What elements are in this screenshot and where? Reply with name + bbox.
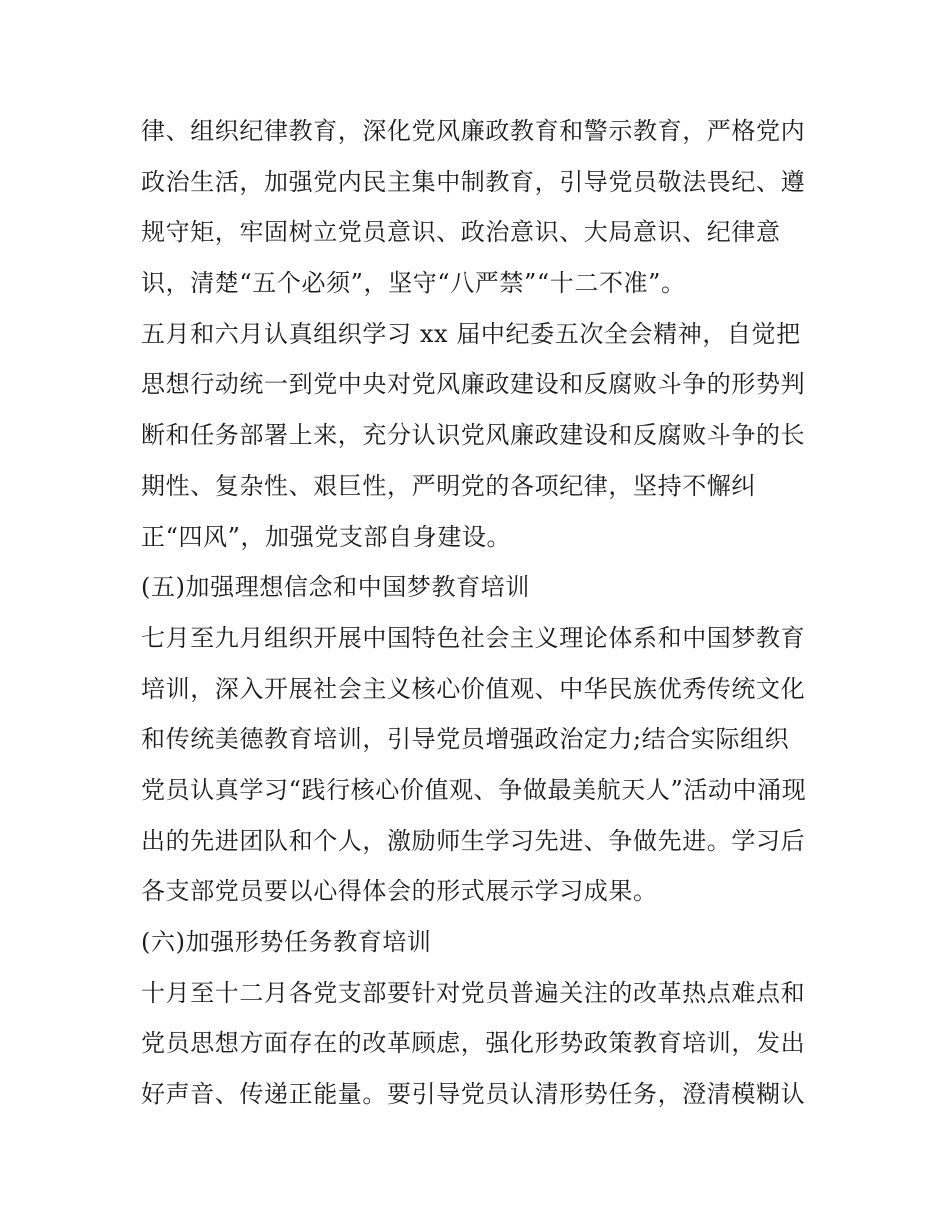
- text-line: 识，清楚“五个必须”，坚守“八严禁”“十二不准”。: [141, 269, 686, 298]
- text-line: 五月和六月认真组织学习 xx 届中纪委五次全会精神，自觉把: [141, 319, 801, 348]
- text-line: 出的先进团队和个人，激励师生学习先进、争做先进。学习后: [141, 826, 806, 855]
- text-line: 好声音、传递正能量。要引导党员认清形势任务，澄清模糊认: [141, 1080, 806, 1109]
- text-line: 党员认真学习“践行核心价值观、争做最美航天人”活动中涌现: [141, 775, 807, 804]
- text-line: 党员思想方面存在的改革顾虑，强化形势政策教育培训，发出: [141, 1029, 806, 1058]
- text-line: 断和任务部署上来，充分认识党风廉政建设和反腐败斗争的长: [141, 421, 806, 450]
- text-line: 规守矩，牢固树立党员意识、政治意识、大局意识、纪律意: [141, 218, 781, 247]
- text-line: 七月至九月组织开展中国特色社会主义理论体系和中国梦教育: [141, 623, 806, 652]
- text-line: 政治生活，加强党内民主集中制教育，引导党员敬法畏纪、遵: [141, 167, 806, 196]
- text-line: 培训，深入开展社会主义核心价值观、中华民族优秀传统文化: [141, 674, 806, 703]
- text-line: 律、组织纪律教育，深化党风廉政教育和警示教育，严格党内: [141, 117, 806, 145]
- section-heading: (五)加强理想信念和中国梦教育培训: [141, 573, 530, 602]
- text-line: 十月至十二月各党支部要针对党员普遍关注的改革热点难点和: [141, 978, 806, 1007]
- document-body: [141, 106, 831, 1120]
- text-line: 思想行动统一到党中央对党风廉政建设和反腐败斗争的形势判: [141, 370, 806, 399]
- text-line: 正“四风”，加强党支部自身建设。: [141, 522, 512, 551]
- text-line: 和传统美德教育培训，引导党员增强政治定力;结合实际组织: [141, 725, 790, 754]
- section-heading: (六)加强形势任务教育培训: [141, 928, 432, 956]
- text-line: 期性、复杂性、艰巨性，严明党的各项纪律，坚持不懈纠: [141, 471, 756, 500]
- text-line: 各支部党员要以心得体会的形式展示学习成果。: [141, 877, 658, 906]
